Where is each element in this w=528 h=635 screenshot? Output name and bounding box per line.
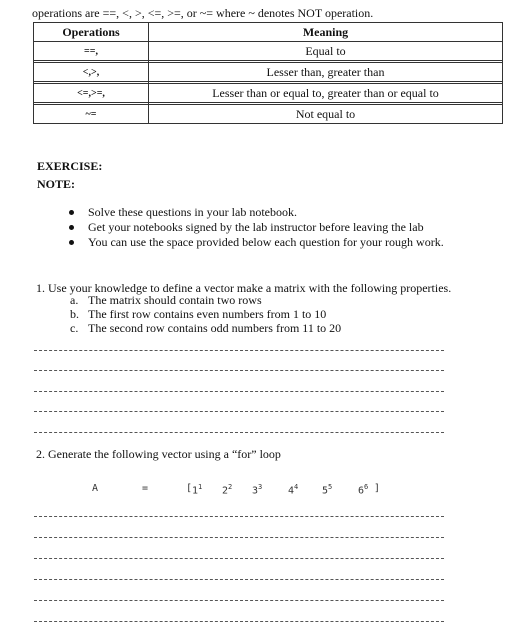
table-row xyxy=(34,105,503,124)
table-row xyxy=(34,84,503,103)
list-item: You can use the space provided below each question for your rough work. xyxy=(66,235,444,250)
term-base: 6 xyxy=(358,485,365,497)
item-text: The first row contains even numbers from 1 to 10 xyxy=(88,307,327,321)
vector-bracket-open: [ xyxy=(186,483,193,494)
note-heading: NOTE: xyxy=(37,177,76,191)
table-header-operations: Operations xyxy=(34,23,149,42)
answer-line xyxy=(34,516,444,517)
term-exponent: 6 xyxy=(364,483,369,491)
table-cell-operation: <=,>=, xyxy=(34,84,149,103)
term-exponent: 1 xyxy=(198,483,203,491)
answer-line xyxy=(34,391,444,392)
vector-equals: = xyxy=(142,483,149,494)
table-cell-meaning: Not equal to xyxy=(149,105,503,124)
question-1-text: 1. Use your knowledge to define a vector make a matrix with the following properties. xyxy=(36,281,452,295)
table-cell-meaning: Lesser than or equal to, greater than or equal to xyxy=(149,84,503,103)
item-letter: c. xyxy=(70,321,79,335)
question-2-text: 2. Generate the following vector using a “for” loop xyxy=(36,447,281,461)
term-exponent: 2 xyxy=(228,483,233,491)
question-1-items xyxy=(70,293,341,335)
table-header-meaning: Meaning xyxy=(149,23,503,42)
term-base: 4 xyxy=(288,485,295,497)
table-row xyxy=(34,42,503,61)
table-cell-operation: <,>, xyxy=(34,63,149,82)
answer-line xyxy=(34,411,444,412)
notes-list xyxy=(66,205,444,250)
table-cell-meaning: Lesser than, greater than xyxy=(149,63,503,82)
list-item: Get your notebooks signed by the lab instructor before leaving the lab xyxy=(66,220,444,235)
term-base: 5 xyxy=(322,485,329,497)
term-exponent: 4 xyxy=(294,483,299,491)
list-item xyxy=(70,307,341,321)
item-letter: a. xyxy=(70,293,79,307)
vector-term xyxy=(252,483,262,496)
list-item xyxy=(70,321,341,335)
operations-table xyxy=(33,22,503,124)
answer-line xyxy=(34,600,444,601)
answer-line xyxy=(34,558,444,559)
answer-line xyxy=(34,537,444,538)
answer-line xyxy=(34,621,444,622)
vector-term xyxy=(288,483,298,496)
list-item xyxy=(70,293,341,307)
table-header-row xyxy=(34,23,503,42)
vector-term xyxy=(322,483,332,496)
term-base: 2 xyxy=(222,485,229,497)
answer-line xyxy=(34,579,444,580)
list-item: Solve these questions in your lab notebook. xyxy=(66,205,444,220)
table-cell-meaning: Equal to xyxy=(149,42,503,61)
vector-bracket-close: ] xyxy=(374,483,381,494)
item-letter: b. xyxy=(70,307,79,321)
vector-term xyxy=(222,483,232,496)
term-base: 1 xyxy=(192,485,199,497)
table-row xyxy=(34,63,503,82)
intro-text: operations are ==, <, >, <=, >=, or ~= where ~ denotes NOT operation. xyxy=(32,6,374,20)
vector-term xyxy=(192,483,202,496)
table-cell-operation: ~= xyxy=(34,105,149,124)
table-cell-operation: ==, xyxy=(34,42,149,61)
answer-line xyxy=(34,370,444,371)
item-text: The second row contains odd numbers from 11 to 20 xyxy=(88,321,342,335)
term-exponent: 3 xyxy=(258,483,263,491)
answer-line xyxy=(34,432,444,433)
term-exponent: 5 xyxy=(328,483,333,491)
vector-variable: A xyxy=(92,483,99,494)
term-base: 3 xyxy=(252,485,259,497)
vector-term xyxy=(358,483,368,496)
exercise-heading: EXERCISE: xyxy=(37,159,103,173)
answer-line xyxy=(34,350,444,351)
item-text: The matrix should contain two rows xyxy=(88,293,262,307)
